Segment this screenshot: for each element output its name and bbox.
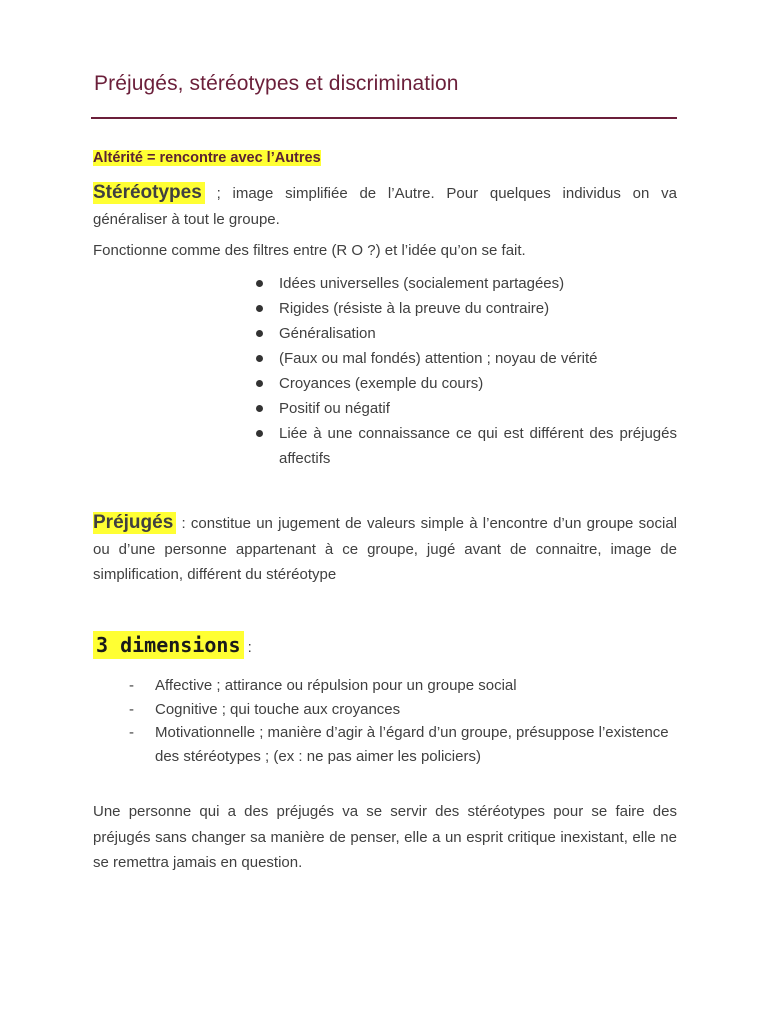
dimensions-list [129,674,677,768]
list-item: (Faux ou mal fondés) attention ; noyau de vérité [253,346,677,371]
list-item: Positif ou négatif [253,396,677,421]
dimensions-heading-line [93,633,677,661]
list-item: Rigides (résiste à la preuve du contraire) [253,296,677,321]
page-title: Préjugés, stéréotypes et discrimination [94,72,459,95]
list-item: - Affective ; attirance ou répulsion pour un groupe social [129,674,677,698]
list-item: Croyances (exemple du cours) [253,371,677,396]
list-item: Idées universelles (socialement partagées) [253,271,677,296]
conclusion-paragraph: Une personne qui a des préjugés va se servir des stéréotypes pour se faire des préjugés sans changer sa manière de penser, elle a un esprit critique inexistant, elle ne se remettra jamais en question. [93,803,677,871]
stereotypes-paragraph [93,180,677,232]
list-item: - Cognitive ; qui touche aux croyances [129,698,677,722]
dimensions-suffix: : [243,639,252,656]
prejuges-definition: : constitue un jugement de valeurs simple à l’encontre d’un groupe social ou d’une personne appartenant à ce groupe, jugé avant de connaitre, image de simplification, différent du stéréotype [93,515,677,583]
alterite-text: Altérité = rencontre avec l’Autres [93,150,321,166]
list-item: Généralisation [253,321,677,346]
stereotypes-definition: ; image simplifiée de l’Autre. Pour quelques individus on va généraliser à tout le groupe. [93,185,677,228]
stereotypes-keyword: Stéréotypes [93,182,205,204]
filter-sentence: Fonctionne comme des filtres entre (R O ?) et l’idée qu’on se fait. [93,242,526,259]
list-item: - Motivationnelle ; manière d’agir à l’égard d’un groupe, présuppose l’existence des stéréotypes ; (ex : ne pas aimer les policiers) [129,721,677,768]
stereotypes-bullet-list [253,271,677,471]
title-divider [91,117,677,119]
list-item: Liée à une connaissance ce qui est différent des préjugés affectifs [253,421,677,471]
prejuges-keyword: Préjugés [93,512,176,534]
alterite-line [93,150,321,166]
prejuges-paragraph [93,510,677,588]
dimensions-heading: 3 dimensions [93,631,244,659]
